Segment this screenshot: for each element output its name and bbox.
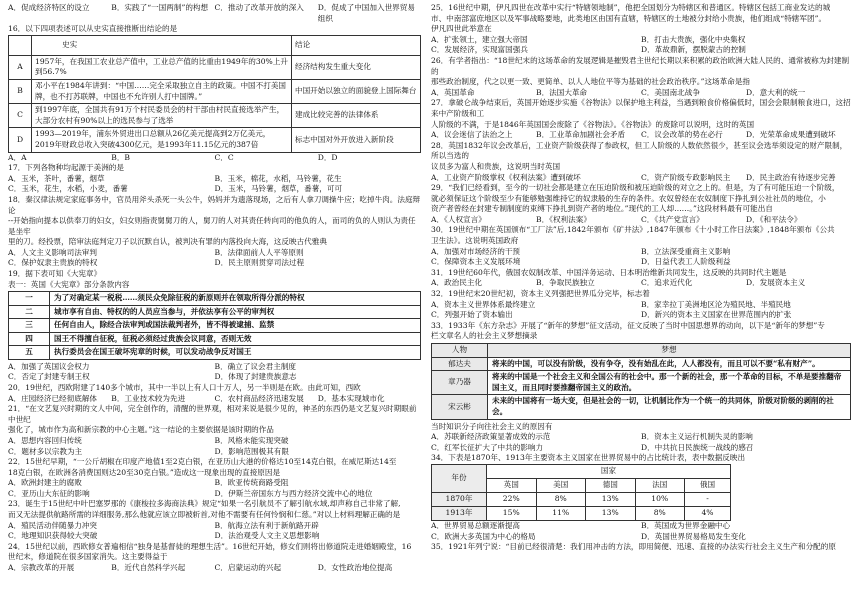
option: C．地理知识获得较大突破 <box>8 531 98 541</box>
option: D．民主原则贯穿司法过程 <box>214 258 305 268</box>
q26-line: 那些政治制度，代之以更一致、更简单、以人人地位平等为基础的社会政治秩序。”这场革命是指 <box>431 77 751 87</box>
left-column <box>8 3 421 574</box>
q30-line: 卫生法》。这说明英国政府 <box>431 236 519 246</box>
option: C．《共产党宣言》 <box>641 214 704 224</box>
option: A．促成经济特区的设立 <box>8 3 90 12</box>
header-cell: 结论 <box>292 35 421 55</box>
q23-line: 而又无法提供航路所需的详细服务,那么他就应该立即被斩首,对他不需要有任何怜悯和仁慈。”对以上材料理解正确的是 <box>8 510 401 520</box>
row-text: 为了对确定某一税税……须民众免除征税的新原则并在领取所得分派的特权 <box>54 293 305 303</box>
q20-line: 20．19世纪，西欧附建了140多个城市，其中一半以上有人口十万人，另一半则是在欧。由此可知，西欧 <box>8 382 361 392</box>
option: A．玉米，茶叶，番薯，烟草 <box>8 173 105 183</box>
option: A．殖民活动伴随暴力冲突 <box>8 520 98 530</box>
header-cell: 梦想 <box>488 344 850 357</box>
option: B．确立了议会君主制度 <box>214 361 297 371</box>
q23-options <box>8 521 421 542</box>
header-cell: 史实 <box>32 35 292 55</box>
option: D．伊斯兰帝国东方与西方经济交流中心的地位 <box>214 488 373 498</box>
row-fact: 到1997年底，全国共有91万个村民委员会的村干部由村民直接选举产生，大部分农村有90%以上的选民参与了选举 <box>32 104 292 128</box>
option: C．C <box>214 152 234 162</box>
option: B．实践了“一国两制”的构想 <box>111 3 209 12</box>
option: B．B <box>111 152 131 162</box>
option: D．发展资本主义 <box>746 278 806 288</box>
q28-line: 28．英国1832年议会改革后，工业资产阶级获得了参政权，但工人阶级的人数依然很少，甚至议会选举须设定的财产限制，所以当选的 <box>431 140 848 161</box>
row-key: 三 <box>9 319 50 332</box>
q25-line: 25．16世纪中期，伊凡四世在改革中实行“特辖领地制”，他把全国划分为特辖区和普通区。特辖区包括工商业发达的城 <box>431 3 831 12</box>
option: A．扩张领土，建立强大帝国 <box>431 34 528 44</box>
option: B．风格未能实现突破 <box>214 435 289 445</box>
option: D．光荣革命成果遭到破坏 <box>746 130 836 140</box>
option: A．宗教改革的开展 <box>8 563 75 573</box>
option: B．英国成为世界金融中心 <box>641 520 731 530</box>
option: B．近代自然科学兴起 <box>111 563 186 573</box>
option: D．英国世界贸易格局发生变化 <box>641 531 746 541</box>
q25-line: 伊凡四世此举意在 <box>431 24 492 34</box>
option: D．民主政治有待逐步完善 <box>746 172 836 182</box>
q19-table <box>8 291 421 360</box>
q21-line: 21．“在文艺复兴时期的文人中间，完全创作的，清醒的世界观，相对来说是很少见的，神圣的东西仍是文艺复兴时期眼前中世纪 <box>8 404 417 424</box>
option: D．影响范围极其有限 <box>214 446 289 456</box>
option: B．工业革命加剧社会矛盾 <box>536 130 626 140</box>
option: C．农村商品经济迅速发展 <box>214 393 304 403</box>
table-header-row <box>432 344 850 357</box>
option: D．基本实现城市化 <box>317 393 385 403</box>
value-cell: 13% <box>586 492 636 506</box>
option: C．题材多以宗教为主 <box>8 446 83 456</box>
option: D．日益代表工人阶级利益 <box>641 257 731 267</box>
row-person: 宋云彬 <box>432 395 488 418</box>
header-cell: 人物 <box>432 344 488 357</box>
q18-line: 18．秦汉律法规定家庭事务中，官员用斧头杀死一头公牛，妈妈并为遗落现场，之后有人拿刀调操牛应；吃掉牛肉。法庭辩论 <box>8 194 421 215</box>
q22-options <box>8 478 421 499</box>
q26-line: 26．有学者指出：“18世纪末的这场革命的发展逻辑是摧毁君主世纪长期以来积累的政治欧洲大陆人民的、通常被称为封建制的 <box>431 55 850 76</box>
table-row <box>9 332 420 346</box>
q33-options <box>431 432 851 453</box>
q22-line: 22．15世纪早期，“一公斤胡椒在印度产地值1至2克白银，在亚历山大港的价格达10至14克白银，在威尼斯达14至 <box>8 457 397 467</box>
option: C．资产阶级专政影响民主 <box>641 172 731 182</box>
q31-line: 31．19世纪60年代，俄国农奴制改革、中国洋务运动、日本明治维新共同发生，这反映的共同时代主题是 <box>431 267 787 277</box>
option: A．加强对市场经济的干预 <box>431 246 521 256</box>
option: B．资本主义运行机制失灵的影响 <box>641 432 753 442</box>
row-key: 五 <box>9 346 50 359</box>
q33-table <box>431 343 851 420</box>
q23-line: 23．诞生于15世纪中叶巴塞罗那的《康梭拉多海商法典》规定“如果一名引航员不了解引航水域,却声称自己非常了解, <box>8 499 401 509</box>
row-fact: 邓小平在1984年讲到：“中国……完全采取独立自主的政策。中国不打美国牌，也不打苏联牌，中国也不允许别人打中国牌。” <box>32 79 292 103</box>
q26-options <box>431 88 851 99</box>
option: A．加强了英国议会权力 <box>8 361 90 371</box>
row-text: 国王不得擅自征税，征税必须经过贵族会议同意，否则无效 <box>54 333 252 343</box>
row-dream: 未来的中国将有一场大变，但是社会的一切，让机制比作为一个统一的共同体，阶级对阶级的剥削的社会。 <box>492 396 834 416</box>
option: B．打击大贵族，强化中央集权 <box>641 34 746 44</box>
q16-options <box>8 153 421 164</box>
q19-stem: 19．据下表可知《大宪章》 <box>8 269 102 279</box>
option: C．议会改革的势在必行 <box>641 130 723 140</box>
country-cell: 美国 <box>536 478 586 492</box>
year-cell: 1913年 <box>432 506 487 520</box>
option: A．工业资产阶级掌权《权利法案》遭到破坏 <box>431 172 581 182</box>
option: D．体现了封建贵族意志 <box>214 372 297 382</box>
option: D．促成了中国加入世界贸易组织 <box>317 3 415 23</box>
value-cell: - <box>685 492 731 506</box>
table-row <box>9 55 421 79</box>
q20-options <box>8 394 421 405</box>
table-row <box>9 104 421 128</box>
q30-line: 30．19世纪中期在英国颁布“工厂法”后,1842年颁布《矿井法》,1847年颁布《十小时工作日法案》,1848年颁布《公共 <box>431 225 835 235</box>
row-conclusion: 建成比较完善的法律体系 <box>292 104 421 128</box>
q27-line: 27．拿破仑战争结束后，英国开始逐步实施《谷物法》以保护地主利益，当遇到粮食价格偏低时，国会会限制粮食进口，这招来中产阶级和工 <box>431 98 851 118</box>
option: A．庄园经济已经彻底解体 <box>8 393 98 403</box>
q21-line: 强化了，城市作为高和新宗教的中心主题。”这一结论的主要依据是该时期的作品 <box>8 425 274 435</box>
option: D．《和平法令》 <box>746 214 802 224</box>
q24-line: 24．15世纪以前，西欧修女普遍相信“独身是基督徒的理想生活”。16世纪开始，修女们则将出修道院走进婚姻殿堂，16 <box>8 541 412 551</box>
option: A．议会迷信了法治之上 <box>431 130 513 140</box>
q19-caption: 表一：英国《大宪章》部分条款内容 <box>8 279 130 289</box>
right-column <box>431 3 851 553</box>
q18-line: 里的刀。经投票，陪审法庭判定刀子以沉默自认，被判决有罪的内落投向大海，这反映古代雅典 <box>8 237 327 247</box>
row-dream: 将来的中国是一个社会主义和全国公有的社会中。那一个新的社会，那一个革命的目标，不单是要推翻帝国主义，而且同时要推翻帝国主义的政治。 <box>492 372 842 392</box>
option: D．法治观受人文主义思想影响 <box>214 531 320 541</box>
option: A．《人权宣言》 <box>431 214 486 224</box>
value-cell: 13% <box>586 506 636 520</box>
option: B．欧亚传统商路受阻 <box>214 478 289 488</box>
option: C．欧洲大多英国为中心的格局 <box>431 531 536 541</box>
table-row <box>432 357 850 371</box>
row-text: 执行委员会在国王破坏宪章的时候，可以发动战争反对国王 <box>54 347 252 357</box>
table-header-row <box>432 464 731 478</box>
value-cell: 15% <box>487 506 537 520</box>
q34-table <box>431 464 731 521</box>
q29-line: 资产者曾经在封建专制制度的束缚下挣扎到资产者的地位。”现代的工人却……。”这段材料最有可能出自 <box>431 204 773 214</box>
option: C．亚历山大东征的影响 <box>8 488 90 498</box>
table-row <box>432 394 850 418</box>
q33-after: 当时知识分子向往社会主义的原因有 <box>431 421 553 431</box>
option: C．发展经济，实现富国强兵 <box>431 45 528 55</box>
q28-line: 议员多为富人和贵族，这说明当时英国 <box>431 161 561 171</box>
q22-line: 18克白银，在欧洲各消费国则达20至30克白银。”造成这一现象出现的直接原因是 <box>8 467 281 477</box>
q24-options <box>8 563 421 574</box>
q27-line: 人阶级的不满，于是1846年英国国会废除了《谷物法》。《谷物法》的废除可以说明，这时的英国 <box>431 119 755 129</box>
option: C．启蒙运动的兴起 <box>214 563 282 573</box>
q18-line: --开始指向提本以供奉刀的妇女，妇女则指责舅舅刀的人，舅刀的人对其责任转向司的他负的人，而司的负的人则认为责任是坐牢 <box>8 216 416 236</box>
q34-stem: 34．下表是1870年、1913年主要资本主义国家在世界贸易中的占比统计表，表中数据反映出 <box>431 453 746 463</box>
year-head: 年份 <box>432 464 487 492</box>
option: C．保护奴隶主贵族的特权 <box>8 258 98 268</box>
option: C．玉米，花生，水稻，小麦，番薯 <box>8 184 128 194</box>
option: A．苏联新经济政策显著成效的示范 <box>431 432 551 442</box>
year-cell: 1870年 <box>432 492 487 506</box>
option: C．否定了封建专制王权 <box>8 372 90 382</box>
option: A．资本主义世界体系最终建立 <box>431 299 536 309</box>
q15-options <box>8 3 421 24</box>
q16-table <box>8 35 421 153</box>
option: C．美国南北战争 <box>641 87 700 97</box>
q32-line: 32．19世纪末20世纪初，资本主义列强把世界瓜分完毕，标志着 <box>431 289 650 299</box>
option: C．红军长征扩大了中共的影响力 <box>431 442 544 452</box>
value-cell: 4% <box>685 506 731 520</box>
row-key: 四 <box>9 333 50 346</box>
q29-line: 29．“我们已经看到，至今的一切社会都是建立在压迫阶级和被压迫阶级的对立之上的。但是，为了有可能压迫一个阶级， <box>431 183 840 193</box>
q25-options <box>431 35 851 56</box>
table-row <box>9 318 420 332</box>
row-conclusion: 标志中国对外开放进入新阶段 <box>292 128 421 152</box>
q16-stem: 16．以下四项表述可以从史实直接推断出结论的是 <box>8 24 178 34</box>
option: A．A <box>8 152 27 162</box>
table-row <box>9 79 421 103</box>
q29-options <box>431 215 851 226</box>
row-conclusion: 中国开始以独立的面貌登上国际舞台 <box>292 79 421 103</box>
option: D．新兴的资本主义国家在世界范围内的扩张 <box>641 310 792 320</box>
table-header-row <box>9 35 421 55</box>
q21-options <box>8 436 421 457</box>
table-row <box>9 292 420 305</box>
q34-options <box>431 521 851 542</box>
option: C．列强开始了资本输出 <box>431 310 513 320</box>
table-row <box>9 128 421 152</box>
option: D．中共抗日民族统一战线的感召 <box>641 442 754 452</box>
row-key: 一 <box>9 292 50 305</box>
q25-line: 市、中南部富庶地区以及军事战略要地，此类地区由国有直辖，特辖区的土地被分封给小贵族，他们组成“特辖军团”。 <box>431 13 827 23</box>
country-cell: 俄国 <box>685 478 731 492</box>
option: B．《权利法案》 <box>536 214 591 224</box>
value-cell: 10% <box>635 492 685 506</box>
value-cell: 11% <box>536 506 586 520</box>
option: A．人文主义影响司法审判 <box>8 247 98 257</box>
q35-line: 35．1921年列宁说：“目前已经很清楚：我们用冲击的方法，即用简便、迅速、直接的办法实行社会主义生产和分配的原 <box>431 542 836 552</box>
q31-options <box>431 278 851 289</box>
q17-stem: 17．下列各物种均起源于美洲的是 <box>8 163 124 173</box>
q28-options <box>431 173 851 184</box>
option: D．革故鼎新，摆脱蒙古的控制 <box>641 45 746 55</box>
option: B．玉米，棉花，水稻，马铃薯，花生 <box>214 173 342 183</box>
q32-options <box>431 300 851 321</box>
q27-options <box>431 130 851 141</box>
table-row <box>9 345 420 359</box>
option: C．推动了改革开放的深入 <box>214 3 304 12</box>
q33-line: 33．1933年《东方杂志》开展了“新年的梦想”征文活动，征文反映了当时中国思想界的动向，以下是“新年的梦想”专 <box>431 320 825 330</box>
row-dream: 将来的中国，可以没有阶级，没有争夺，没有始乱在此，人人都没有，而且可以不要“私有财产”。 <box>492 358 820 368</box>
q29-line: 就必须保证这个阶级至少有能够勉强维持它的奴隶般的生存的条件。农奴曾经在农奴制度下挣扎到公社社员的地位，小 <box>431 193 826 203</box>
option: A．欧洲封建主的腐败 <box>8 478 82 488</box>
q33-line: 栏文章名人的社会主义梦想摘录 <box>431 331 538 341</box>
table-row <box>432 506 731 520</box>
value-cell: 8% <box>635 506 685 520</box>
row-text: 城市享有自由、特权的的人员应当参与，并依法享有公平的审判权 <box>54 306 275 316</box>
row-key: D <box>9 128 32 152</box>
row-fact: 1993—2019年，浦东外贸进出口总额从26亿美元提高到2万亿美元，2019年财政总收入突破4300亿元，是1993年11.15亿元的387倍 <box>32 128 292 152</box>
value-cell: 8% <box>536 492 586 506</box>
option: B．工业技术较为先进 <box>111 393 186 403</box>
q30-options <box>431 247 851 268</box>
option: A．思想内容回归传统 <box>8 435 82 445</box>
option: D．玉米，马铃薯，烟草，番薯，可可 <box>214 184 343 194</box>
option: B．法律面前人人平等原则 <box>214 247 304 257</box>
option: B．争取民族独立 <box>536 278 595 288</box>
option: C．追求近代化 <box>641 278 693 288</box>
country-cell: 英国 <box>487 478 537 492</box>
value-cell: 22% <box>487 492 537 506</box>
row-fact: 1957年，在我国工农业总产值中，工业总产值的比重由1949年的30%上升到56.7% <box>32 55 292 79</box>
row-key: B <box>9 79 32 103</box>
option: B．航海立法有利于新航路开辟 <box>214 520 319 530</box>
row-person: 章乃器 <box>432 371 488 394</box>
option: A．政治民主化 <box>431 278 483 288</box>
row-text: 任何自由人，除经合法审判或国法裁判者外，皆不得被逮捕、监禁 <box>54 320 275 330</box>
option: B．法国大革命 <box>536 87 588 97</box>
country-cell: 德国 <box>586 478 636 492</box>
row-person: 郁达夫 <box>432 358 488 371</box>
row-key: A <box>9 55 32 79</box>
table-row <box>432 370 850 394</box>
option: D．意大利的统一 <box>746 87 806 97</box>
option: A．世界贸易总额逐渐提高 <box>431 520 521 530</box>
q24-line: 世纪末，修道院在很多国家消失。这主要得益于 <box>8 552 168 562</box>
option: A．英国革命 <box>431 87 475 97</box>
table-row <box>432 492 731 506</box>
q19-options <box>8 362 421 383</box>
header-cell <box>9 35 32 55</box>
row-conclusion: 经济结构发生重大变化 <box>292 55 421 79</box>
q18-options <box>8 248 421 269</box>
option: D．D <box>317 152 338 162</box>
row-key: C <box>9 104 32 128</box>
q17-options <box>8 174 421 195</box>
row-key: 二 <box>9 306 50 319</box>
option: B．家幸拉丁美洲地区沦为殖民地、半殖民地 <box>641 299 791 309</box>
country-cell: 法国 <box>635 478 685 492</box>
table-row <box>9 305 420 319</box>
option: D．女性政治地位提高 <box>317 563 393 573</box>
option: B．立法深受重商主义影响 <box>641 246 731 256</box>
option: C．保障资本主义发展环境 <box>431 257 521 267</box>
country-head: 国家 <box>487 464 731 478</box>
